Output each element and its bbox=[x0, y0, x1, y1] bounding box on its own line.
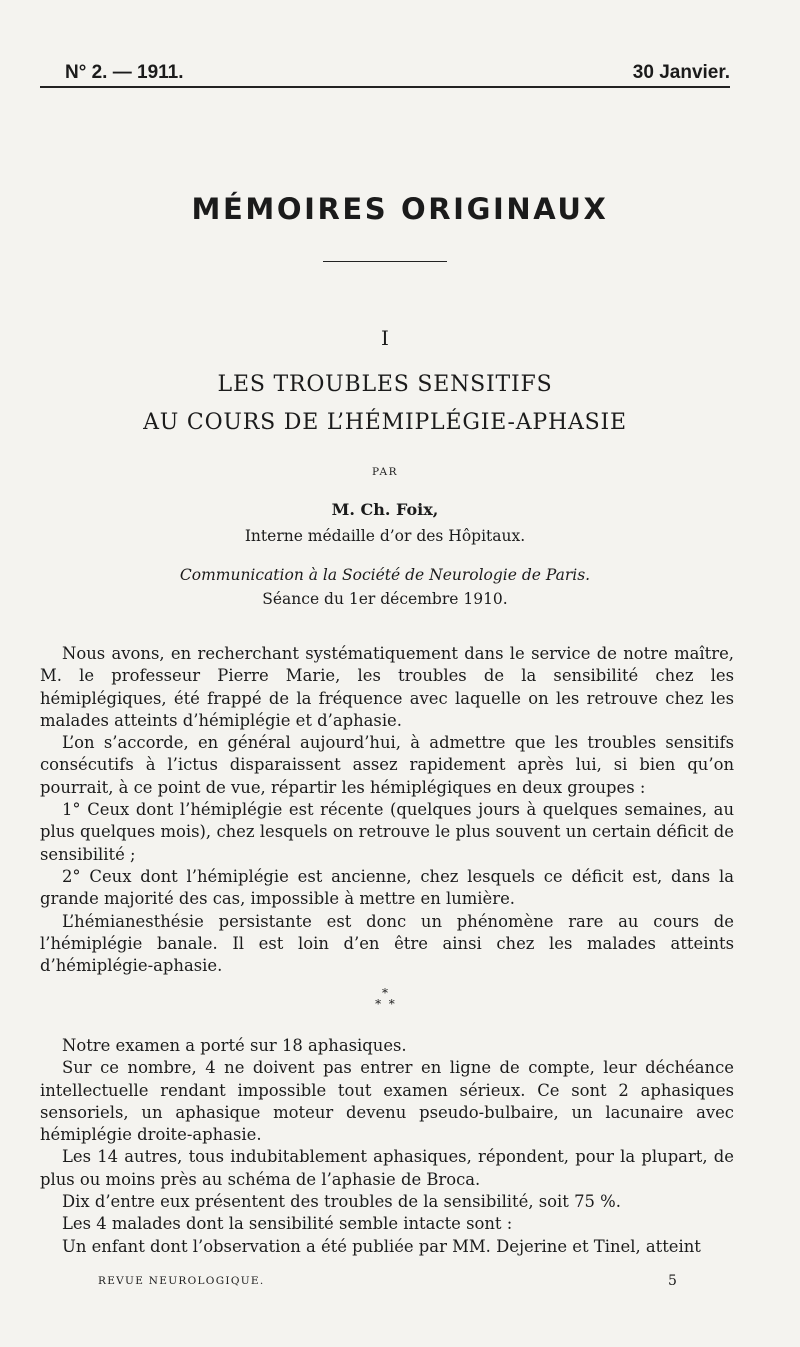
paragraph: L’hémianesthésie persistante est donc un phénomène rare au cours de l’hémiplégie banale. Il est loin d’en être ainsi chez les malades atteints d’hémiplégie-aphasie. bbox=[40, 911, 734, 976]
section-title: MÉMOIRES ORIGINAUX bbox=[191, 192, 609, 226]
paragraph: 2° Ceux dont l’hémiplégie est ancienne, chez lesquels ce déficit est, dans la grande majorité des cas, impossible à mettre en lumière. bbox=[40, 866, 734, 909]
paragraph: Dix d’entre eux présentent des troubles de la sensibilité, soit 75 %. bbox=[62, 1192, 621, 1212]
paragraph: Sur ce nombre, 4 ne doivent pas entrer en ligne de compte, leur déchéance intellectuelle rendant impossible tout examen sérieux. Ce sont 2 aphasiques sensoriels, un aphasique moteur devenu pseudo-bulbaire, un lacunaire avec hémiplégie droite-aphasie. bbox=[40, 1058, 734, 1145]
section-divider bbox=[323, 261, 447, 262]
issue-date: 30 Janvier. bbox=[632, 62, 730, 83]
paragraph: Nous avons, en recherchant systématiquement dans le service de notre maître, M. le professeur Pierre Marie, les troubles de la sensibilité chez les hémiplégiques, été frappé de la fréquence avec laquelle on les retrouve chez les malades atteints d’hémiplégie et d’aphasie. bbox=[40, 644, 734, 730]
paragraph: L’on s’accorde, en général aujourd’hui, à admettre que les troubles sensitifs consécutifs à l’ictus disparaissent assez rapidement après lui, si bien qu’on pourrait, à ce point de vue, répartir les hémiplégiques en deux groupes : bbox=[40, 733, 734, 797]
paragraph: Notre examen a porté sur 18 aphasiques. bbox=[62, 1036, 407, 1055]
article-title-line-2: AU COURS DE L’HÉMIPLÉGIE-APHASIE bbox=[143, 410, 627, 435]
header-rule bbox=[40, 86, 730, 88]
paragraph: Les 4 malades dont la sensibilité semble intacte sont : bbox=[62, 1214, 513, 1234]
article-number: I bbox=[381, 326, 389, 350]
journal-name-footer: REVUE NEUROLOGIQUE. bbox=[98, 1275, 265, 1287]
running-header bbox=[40, 52, 730, 84]
body-block-2 bbox=[40, 1035, 734, 1258]
author-affiliation: Interne médaille d’or des Hôpitaux. bbox=[244, 527, 526, 545]
body-block-1 bbox=[40, 643, 734, 977]
section-separator-asterisks: * * * bbox=[375, 986, 395, 1011]
page-number: 5 bbox=[668, 1273, 677, 1289]
issue-number: N° 2. — 1911. bbox=[65, 62, 184, 83]
author-name: M. Ch. Foix, bbox=[331, 500, 439, 519]
session-date: Séance du 1er décembre 1910. bbox=[262, 590, 508, 608]
paragraph: 1° Ceux dont l’hémiplégie est récente (quelques jours à quelques semaines, au plus quelques mois), chez lesquels on retrouve le plus souvent un certain déficit de sensibilité ; bbox=[40, 800, 734, 864]
communication-note: Communication à la Société de Neurologie de Paris. bbox=[179, 566, 591, 584]
paragraph: Les 14 autres, tous indubitablement aphasiques, répondent, pour la plupart, de plus ou moins près au schéma de l’aphasie de Broca. bbox=[40, 1147, 734, 1189]
paragraph: Un enfant dont l’observation a été publiée par MM. Dejerine et Tinel, atteint bbox=[62, 1236, 701, 1256]
by-label: PAR bbox=[371, 466, 399, 478]
article-title-line-1: LES TROUBLES SENSITIFS bbox=[217, 372, 553, 397]
